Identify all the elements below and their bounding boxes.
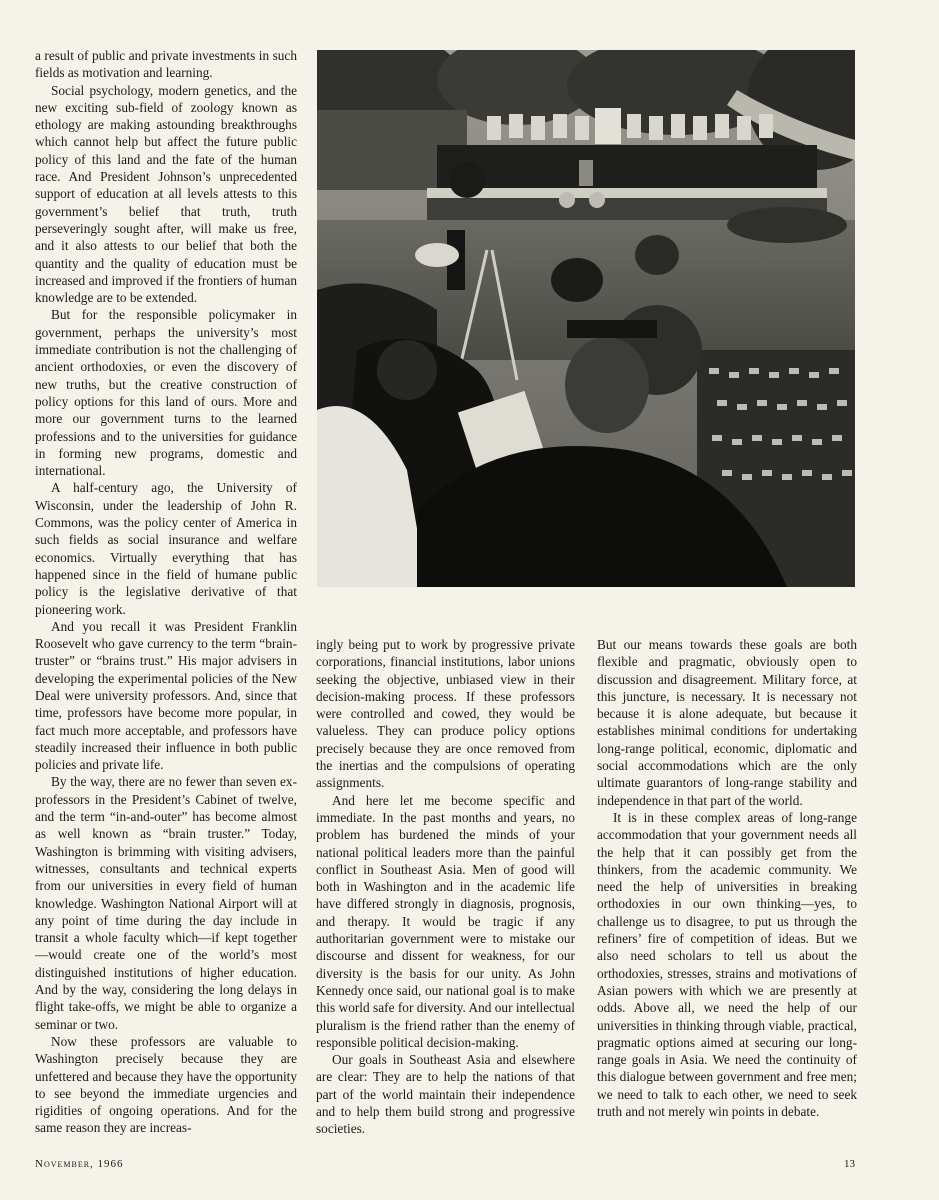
article-column-3 (597, 636, 857, 1120)
issue-date: November, 1966 (35, 1158, 124, 1170)
article-paragraph: Social psychology, modern genetics, and the new exciting sub-field of zoology known as ethology are making astounding breakthroughs which cannot help but affect the future public policy of this land and the fate of the human race. And President Johnson’s unprecedented support of education at all levels attests to this government’s belief that truth, truth perseveringly sought after, will make us free, and it also attests to our belief that both the quantity and the quality of education must be increased and improved if the frontiers of human knowledge are to be extended. (35, 82, 297, 306)
page-number: 13 (844, 1158, 855, 1170)
article-paragraph: A half-century ago, the University of Wisconsin, under the leadership of John R. Commons, was the policy center of America in such fields as social insurance and welfare economics. Virtually everything that has happened since in the field of humane public policy is the legislative derivative of that pioneering work. (35, 480, 297, 617)
article-paragraph: By the way, there are no fewer than seven ex-professors in the President’s Cabinet of twelve, and the term “in-and-outer” has become almost as well known as “brain truster.” Today, Washington is brimming with visiting advisers, witnesses, consultants and technical experts from our universities in every field of human knowledge. Washington National Airport will at any point of time during the day include in transit a whole faculty which—if kept together—would create one of the world’s most distinguished institutions of higher education. And by the way, considering the long delays in flight take-offs, we might be able to organize a seminar or two. (35, 774, 297, 1032)
article-paragraph: Our goals in Southeast Asia and elsewhere are clear: They are to help the nations of that part of the world maintain their independence and to help them build strong and progressive societies. (316, 1052, 575, 1137)
commencement-photo-image (317, 50, 855, 587)
article-paragraph: And here let me become specific and immediate. In the past months and years, no problem has burdened the minds of your national political leaders more than the painful conflict in Southeast Asia. Men of good will both in Washington and in the academic life have differed strongly in diagnosis, prognosis, and therapy. It would be tragic if any authoritarian government were to mistake our discourse and dissent for weakness, for our diversity is the basis for our unity. As John Kennedy once said, our national goal is to make this world safe for diversity. And our intellectual pluralism is the friend rather than the enemy of responsible political decision-making. (316, 792, 575, 1050)
article-paragraph: It is in these complex areas of long-range accommodation that your government needs all the help that it can possibly get from the thinkers, from the academic community. We need the help of universities in breaking orthodoxies in our own thinking—yes, to challenge us to disagree, to put us through the refiners’ fire of competition of ideas. But we also need scholars to tell us about the orthodoxies, stresses, strains and motivations of Asian powers with which we are presently at odds. Above all, we need the help of our universities in thinking through viable, practical, pragmatic options aimed at securing our long-range goals in Asia. We need the continuity of this dialogue between government and free men; we need to talk to each other, we need to seek truth and not merely win points in debate. (597, 809, 857, 1120)
article-paragraph: And you recall it was President Franklin Roosevelt who gave currency to the term “brain-truster” or “brains trust.” His major advisers in developing the experimental policies of the New Deal were university professors. And, since that time, professors have become more popular, in fact much more acceptable, and professors have steadily increased their influence in both public policies and private life. (35, 618, 297, 773)
article-paragraph: a result of public and private investments in such fields as motivation and learning. (35, 48, 297, 81)
article-paragraph: ingly being put to work by progressive private corporations, financial institutions, labor unions seeking the objective, unbiased view in their decision-making process. If these professors were controlled and cowed, they would be valueless. They can produce policy options precisely because they are once removed from the inertias and the compulsions of operating assignments. (316, 637, 575, 791)
article-column-1 (35, 47, 297, 1137)
article-paragraph: Now these professors are valuable to Washington precisely because they are unfettered and because they have the opportunity to see beyond the immediate urgencies and rigidities of ongoing operations. And for the same reason they are increas- (35, 1033, 297, 1136)
article-paragraph: But our means towards these goals are both flexible and pragmatic, obviously open to discussion and disagreement. Military force, at this juncture, is necessary. It is necessary not because it is alone adequate, but because it establishes minimal conditions for undertaking long-range political, economic, diplomatic and social accommodations which are the only ultimate guarantors of long-range stability and independence in that part of the world. (597, 637, 857, 808)
article-paragraph: But for the responsible policymaker in government, perhaps the university’s most immediate contribution is not the challenging of ancient orthodoxies, or even the discovery of new truths, but the creative construction of policy options for this land of ours. More and more our government turns to the learned professions and to the universities for guidance in forming new programs, domestic and international. (35, 307, 297, 479)
article-column-2 (316, 636, 575, 1138)
commencement-photo (317, 50, 855, 587)
